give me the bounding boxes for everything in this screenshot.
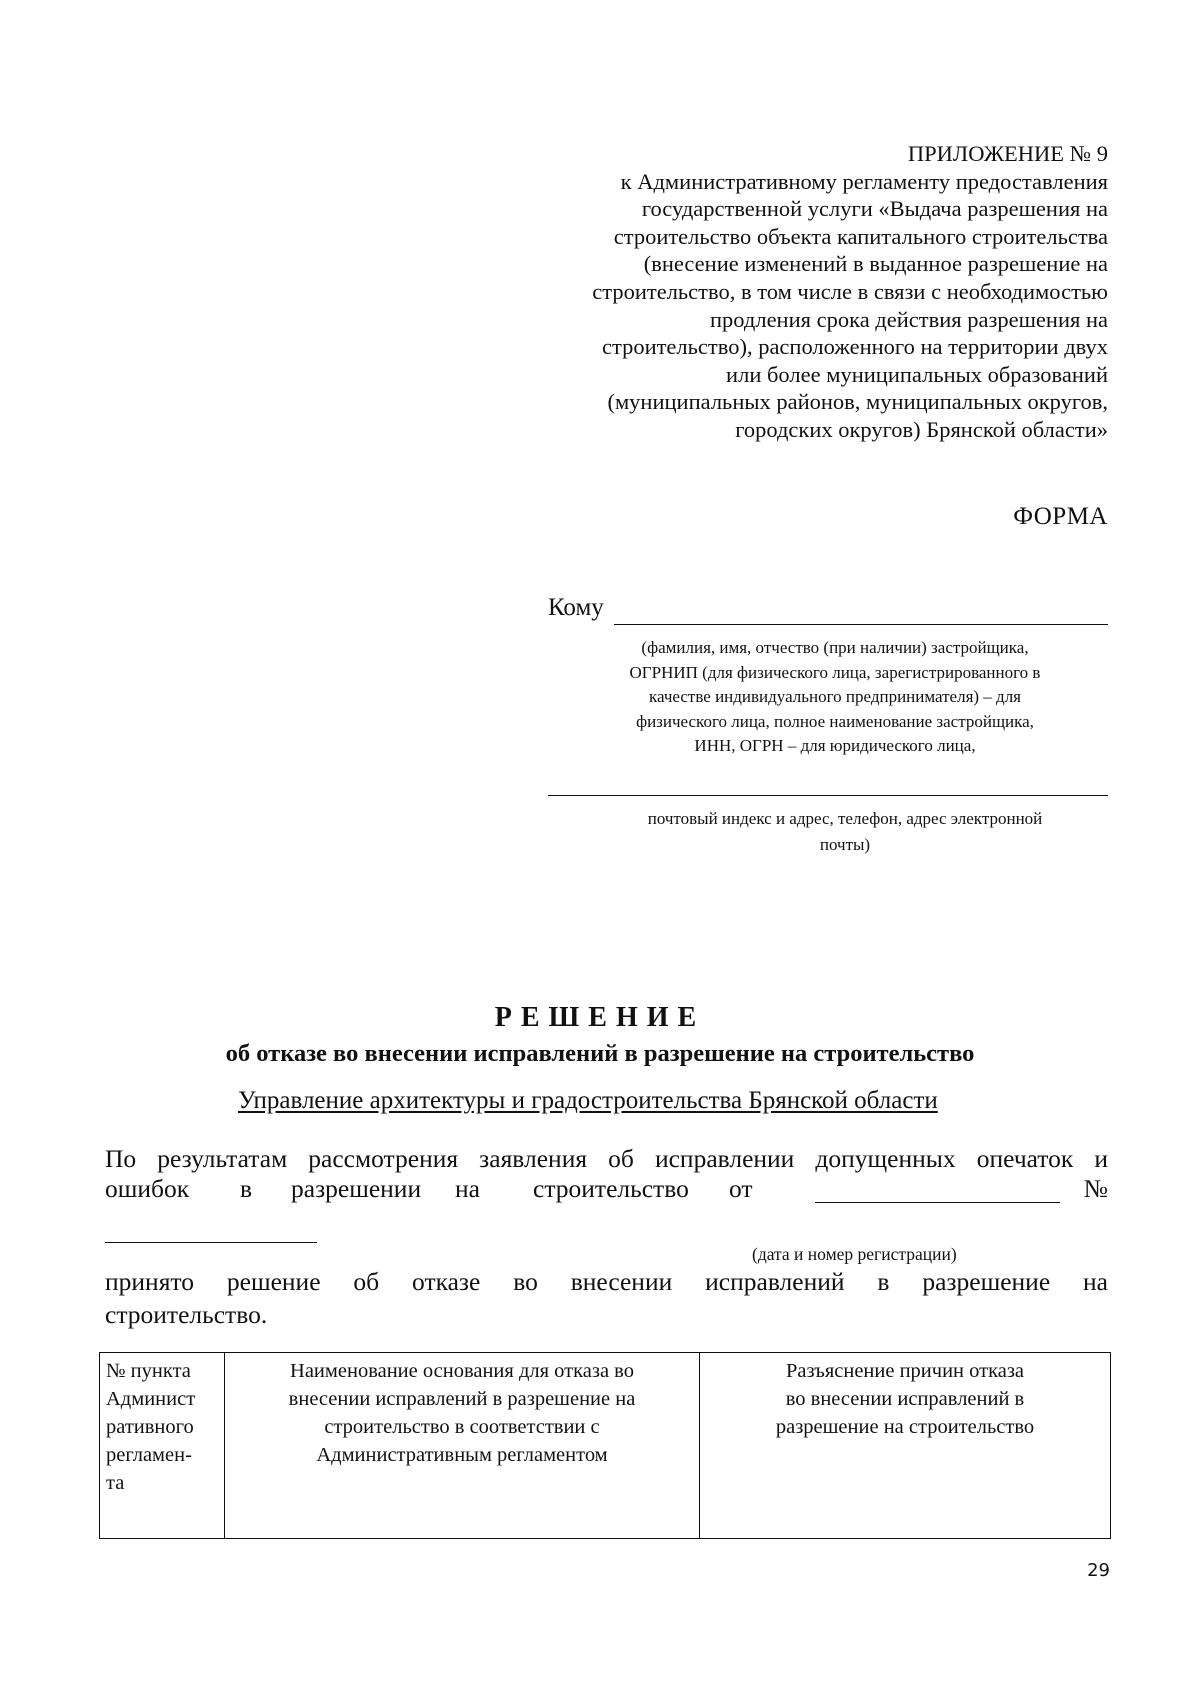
appendix-line: городских округов) Брянской области»: [735, 416, 1108, 442]
hint-line: почты): [819, 835, 871, 854]
word: на: [455, 1174, 480, 1203]
cell-line: строительство в соответствии с: [324, 1416, 600, 1438]
table-header-row: [100, 1353, 1111, 1539]
hint-line: ОГРНИП (для физического лица, зарегистрированного в: [629, 662, 1041, 682]
word: №: [1083, 1174, 1108, 1203]
date-hint: (дата и номер регистрации): [752, 1244, 957, 1264]
appendix-line: строительство), расположенного на территории двух: [601, 334, 1108, 360]
appendix-line: или более муниципальных образований: [726, 361, 1108, 387]
cell-line: ративного: [106, 1416, 194, 1438]
paragraph-line-words: [105, 1174, 1108, 1208]
appendix-header: [480, 140, 1108, 444]
result-line: принято решение об отказе во внесении исправлений в разрешение на: [105, 1267, 1108, 1296]
word: от: [729, 1174, 753, 1203]
appendix-line: (внесение изменений в выданное разрешение на: [643, 251, 1108, 277]
cell-line: Наименование основания для отказа во: [290, 1360, 634, 1382]
cell-line: во внесении исправлений в: [785, 1388, 1025, 1410]
appendix-line: ПРИЛОЖЕНИЕ № 9: [907, 141, 1108, 166]
recipient-blank-line: [614, 624, 1108, 625]
hint-line: качестве индивидуального предпринимателя) – для: [649, 687, 1021, 706]
word: разрешении: [291, 1174, 422, 1203]
cell-line: та: [106, 1472, 125, 1494]
result-line: строительство.: [105, 1300, 268, 1329]
appendix-line: государственной услуги «Выдача разрешения на: [641, 196, 1108, 222]
organization-name: Управление архитектуры и градостроительства Брянской области: [238, 1087, 938, 1114]
date-blank-line: [815, 1202, 1060, 1203]
address-hint: [580, 806, 1110, 858]
page-number: 29: [1087, 1560, 1110, 1581]
cell-line: внесении исправлений в разрешение на: [288, 1388, 636, 1410]
appendix-line: строительство, в том числе в связи с необходимостью: [592, 278, 1108, 304]
hint-line: ИНН, ОГРН – для юридического лица,: [694, 736, 976, 755]
cell-line: Админист: [106, 1388, 196, 1410]
appendix-line: продления срока действия разрешения на: [710, 306, 1108, 332]
appendix-line: (муниципальных районов, муниципальных округов,: [607, 389, 1108, 415]
header-cell-clause-number: [100, 1353, 225, 1539]
decision-subtitle: об отказе во внесении исправлений в разрешение на строительство: [225, 1040, 975, 1067]
cell-line: Разъяснение причин отказа: [785, 1360, 1025, 1382]
word: в: [240, 1174, 253, 1203]
word: ошибок: [105, 1174, 190, 1203]
cell-line: регламен-: [106, 1444, 192, 1466]
appendix-line: строительство объекта капитального строительства: [613, 223, 1108, 249]
header-cell-refusal-ground: [225, 1353, 700, 1539]
hint-line: физического лица, полное наименование застройщика,: [636, 711, 1034, 731]
paragraph-line: По результатам рассмотрения заявления об исправлении допущенных опечаток и: [105, 1144, 1108, 1173]
recipient-hint: [570, 636, 1100, 759]
refusal-table: [99, 1352, 1111, 1539]
recipient-row: [548, 594, 1108, 628]
recipient-label: Кому: [548, 594, 604, 621]
appendix-line: к Административному регламенту предоставления: [620, 168, 1108, 194]
number-blank-line: [105, 1242, 317, 1243]
cell-line: Административным регламентом: [316, 1444, 608, 1466]
header-cell-refusal-explanation: [700, 1353, 1111, 1539]
hint-line: почтовый индекс и адрес, телефон, адрес электронной: [647, 809, 1043, 828]
hint-line: (фамилия, имя, отчество (при наличии) застройщика,: [641, 638, 1029, 657]
cell-line: № пункта: [106, 1360, 191, 1382]
address-blank-line: [548, 795, 1108, 796]
decision-title: РЕШЕНИЕ: [494, 1002, 706, 1033]
form-label: ФОРМА: [1013, 503, 1108, 530]
cell-line: разрешение на строительство: [775, 1416, 1035, 1438]
word: строительство: [533, 1174, 689, 1203]
